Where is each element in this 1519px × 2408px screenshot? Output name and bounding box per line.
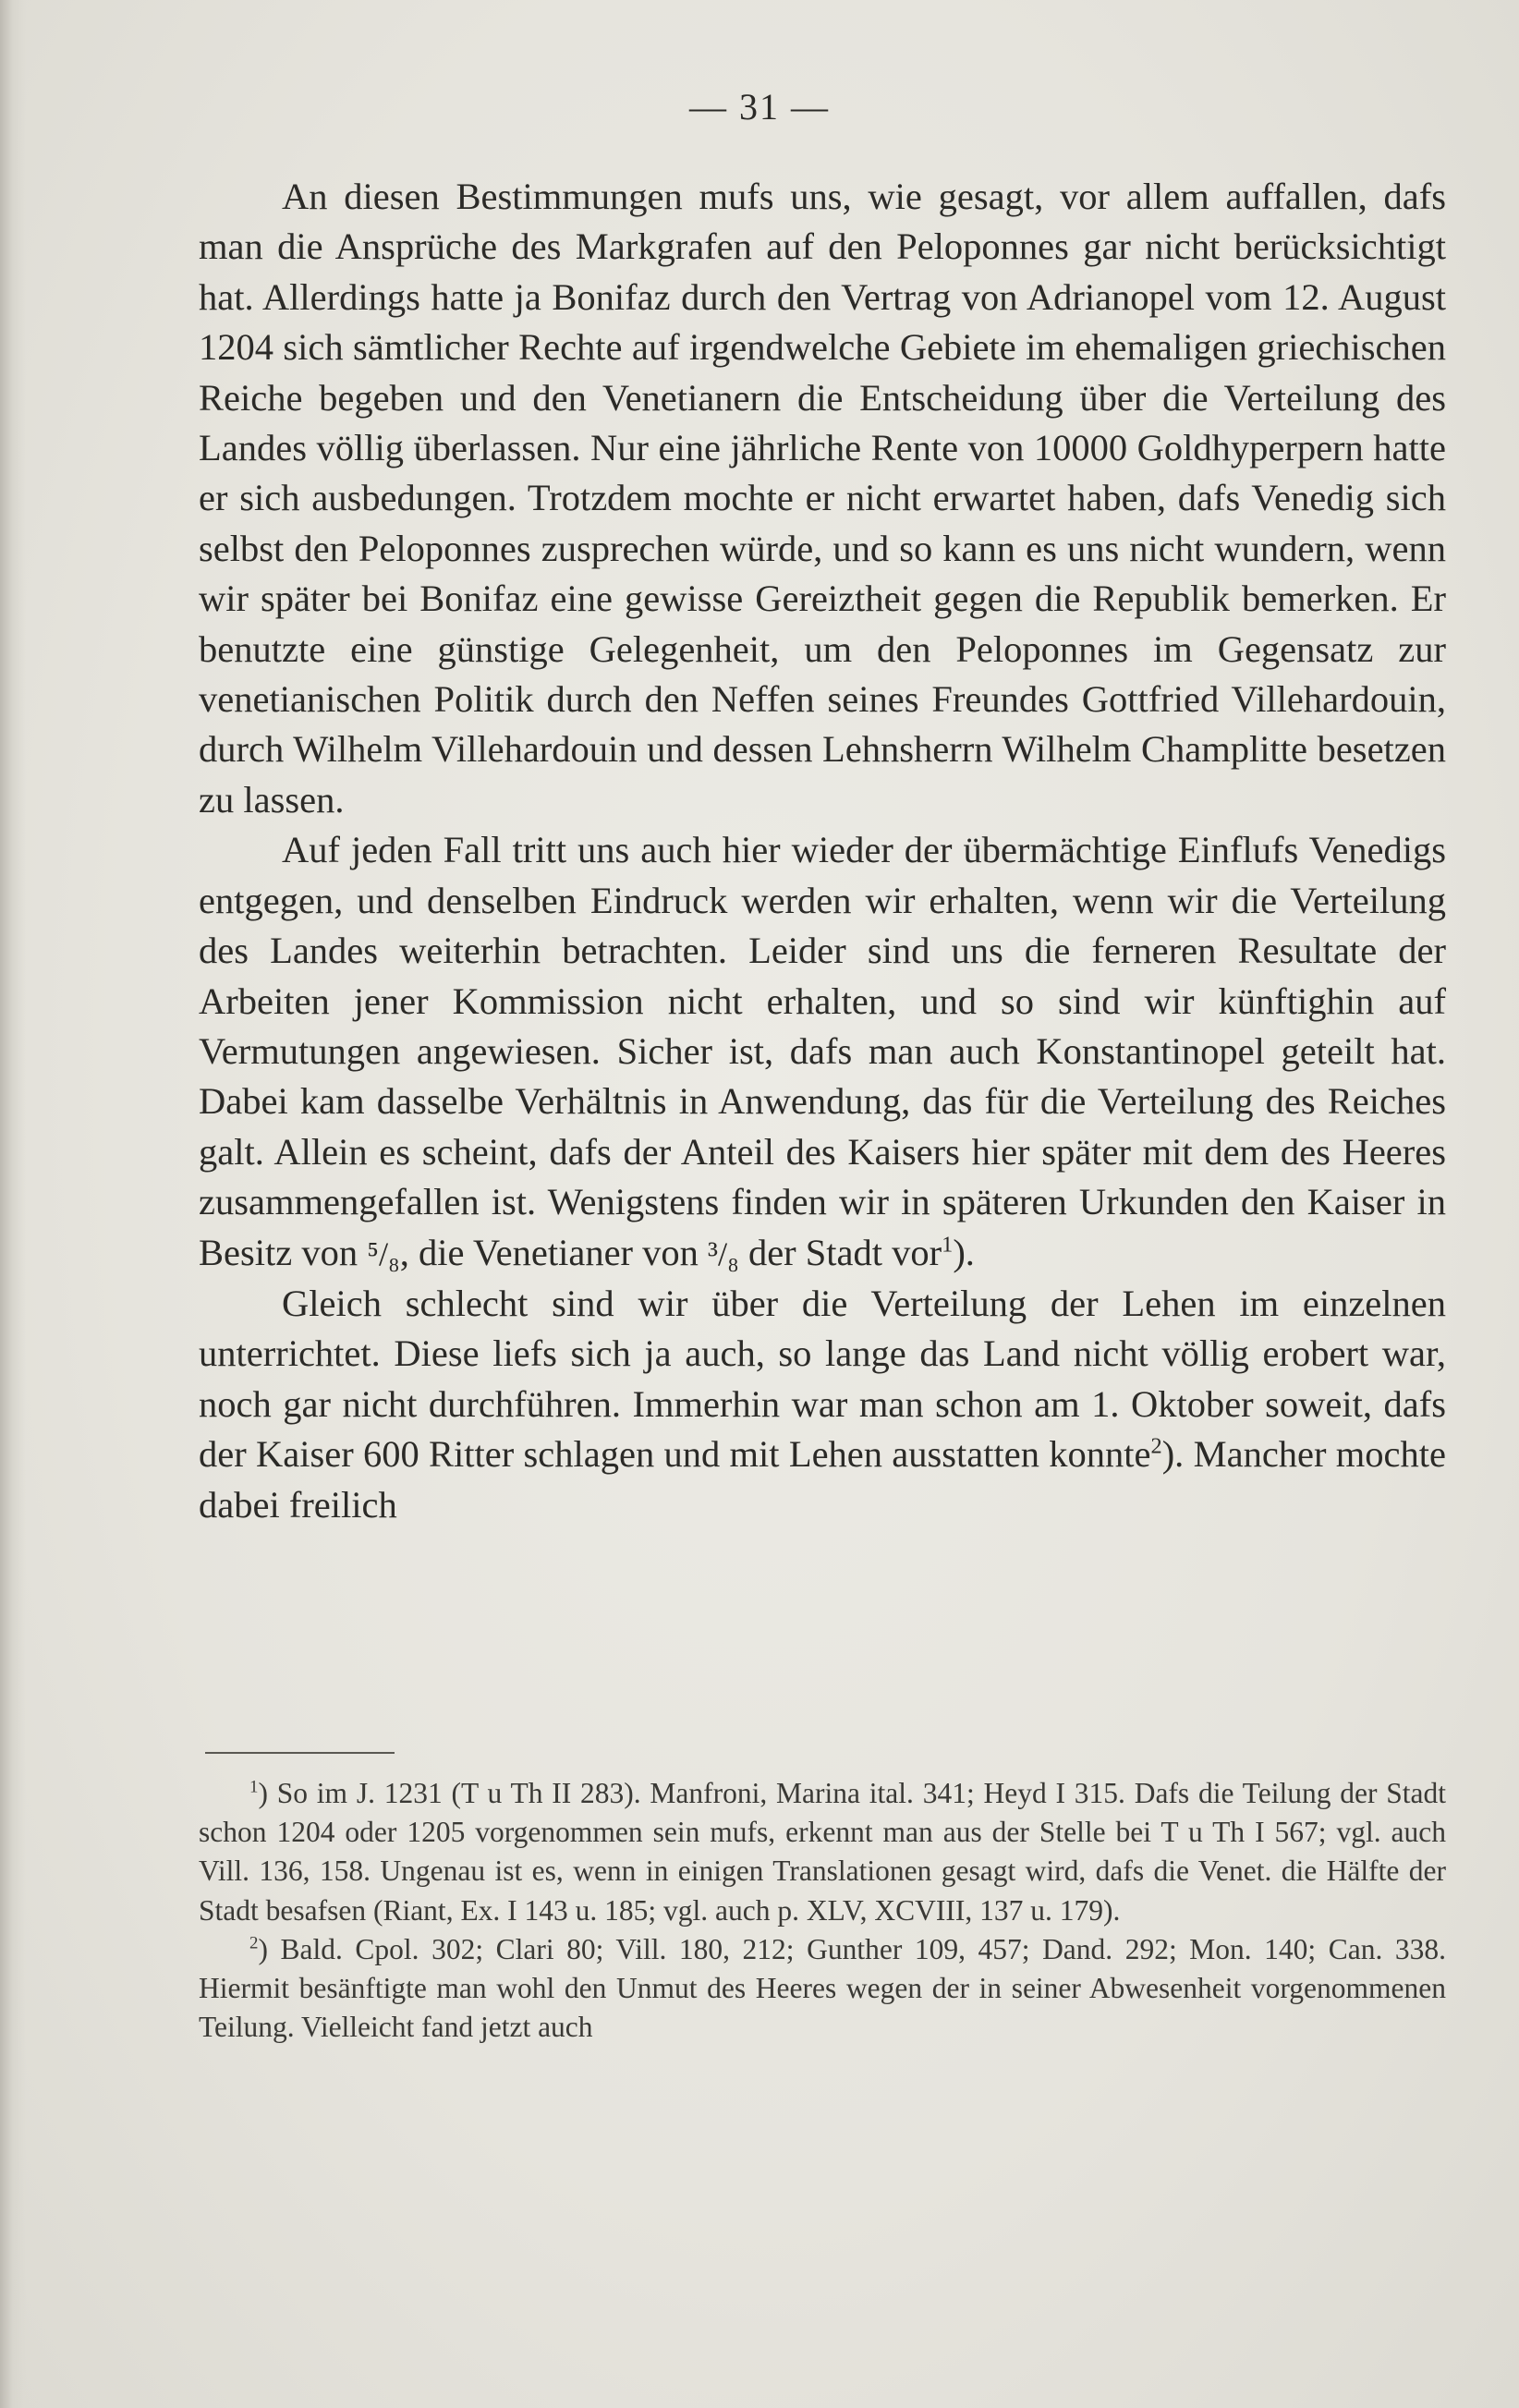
footnote-1-text: ) So im J. 1231 (T u Th II 283). Manfroni, Marina ital. 341; Heyd I 315. Dafs die Teilung der Stadt schon 1204 oder 1205 vorgenommen sein mufs, erkennt man aus der Stelle bei T u Th I 567; vgl. auch Vill. 136, 158. Ungenau ist es, wenn in einigen Translationen gesagt wird, dafs die Venet. die Hälfte der Stadt besafsen (Riant, Ex. I 143 u. 185; vgl. auch p. XLV, XCVIII, 137 u. 179). [199,1777,1446,1927]
paragraph-2 [199,825,1446,1279]
footnotes [199,1774,1446,2047]
paragraph-2-text-mid: , die Venetianer von [399,1231,699,1273]
footnote-ref-2[interactable]: 2 [1150,1433,1162,1459]
paragraph-2-text-end: ). [953,1231,975,1273]
main-text [199,172,1446,1530]
footnote-divider [205,1752,395,1754]
footnote-ref-1[interactable]: 1 [942,1232,954,1258]
footnote-mark-2: 2 [249,1933,259,1953]
footnote-2 [199,1930,1446,2048]
paragraph-2-text: Auf jeden Fall tritt uns auch hier wieder der übermächtige Einflufs Venedigs entgegen, und denselben Eindruck werden wir erhalten, wenn wir die Verteilung des Landes weiterhin betrachten. Leider sind uns die ferneren Resultate der Arbeiten jener Kommission nicht erhalten, und so sind wir künftighin auf Vermutungen angewiesen. Sicher ist, dafs man auch Konstantinopel geteilt hat. Dabei kam dasselbe Verhältnis in Anwendung, das für die Verteilung des Reiches galt. Allein es scheint, dafs der Anteil des Kaisers hier später mit dem des Heeres zusammengefallen ist. Wenigstens finden wir in späteren Urkunden den Kaiser in Besitz von [199,829,1446,1273]
paragraph-3 [199,1279,1446,1530]
page-number: — 31 — [689,86,830,128]
paragraph-1: An diesen Bestimmungen mufs uns, wie gesagt, vor allem auffallen, dafs man die Ansprüche des Markgrafen auf den Peloponnes gar nicht berücksichtigt hat. Allerdings hatte ja Bonifaz durch den Vertrag von Adrianopel vom 12. August 1204 sich sämtlicher Rechte auf irgendwelche Gebiete im ehemaligen griechischen Reiche begeben und den Venetianern die Entscheidung über die Verteilung des Landes völlig überlassen. Nur eine jährliche Rente von 10000 Goldhyperpern hatte er sich ausbedungen. Trotzdem mochte er nicht erwartet haben, dafs Venedig sich selbst den Peloponnes zusprechen würde, und so kann es uns nicht wundern, wenn wir später bei Bonifaz eine gewisse Gereiztheit gegen die Republik bemerken. Er benutzte eine günstige Gelegenheit, um den Peloponnes im Gegensatz zur venetianischen Politik durch den Neffen seines Freundes Gottfried Villehardouin, durch Wilhelm Villehardouin und dessen Lehnsherrn Wilhelm Champlitte besetzen zu lassen. [199,176,1446,821]
footnote-mark-1: 1 [249,1777,259,1797]
footnote-1 [199,1774,1446,1930]
binding-shadow [0,0,26,2408]
fraction-five-eighths: ⁵/₈ [367,1234,400,1272]
footnote-2-text: ) Bald. Cpol. 302; Clari 80; Vill. 180, 212; Gunther 109, 457; Dand. 292; Mon. 140; Can. 338. Hiermit besänftigte man wohl den Unmut des Heeres wegen der in seiner Abwesenheit vorgenommenen Teilung. Vielleicht fand jetzt auch [199,1932,1446,2044]
paragraph-2-text-post: der Stadt vor [738,1231,942,1273]
paragraph-3-text-post: ). Mancher mochte dabei freilich [199,1433,1446,1526]
fraction-three-eighths: ³/₈ [708,1234,739,1272]
paragraph-3-text: Gleich schlecht sind wir über die Verteilung der Lehen im einzelnen unterrichtet. Diese liefs sich ja auch, so lange das Land nicht völlig erobert war, noch gar nicht durchführen. Immerhin war man schon am 1. Oktober soweit, dafs der Kaiser 600 Ritter schlagen und mit Lehen ausstatten konnte [199,1282,1446,1476]
